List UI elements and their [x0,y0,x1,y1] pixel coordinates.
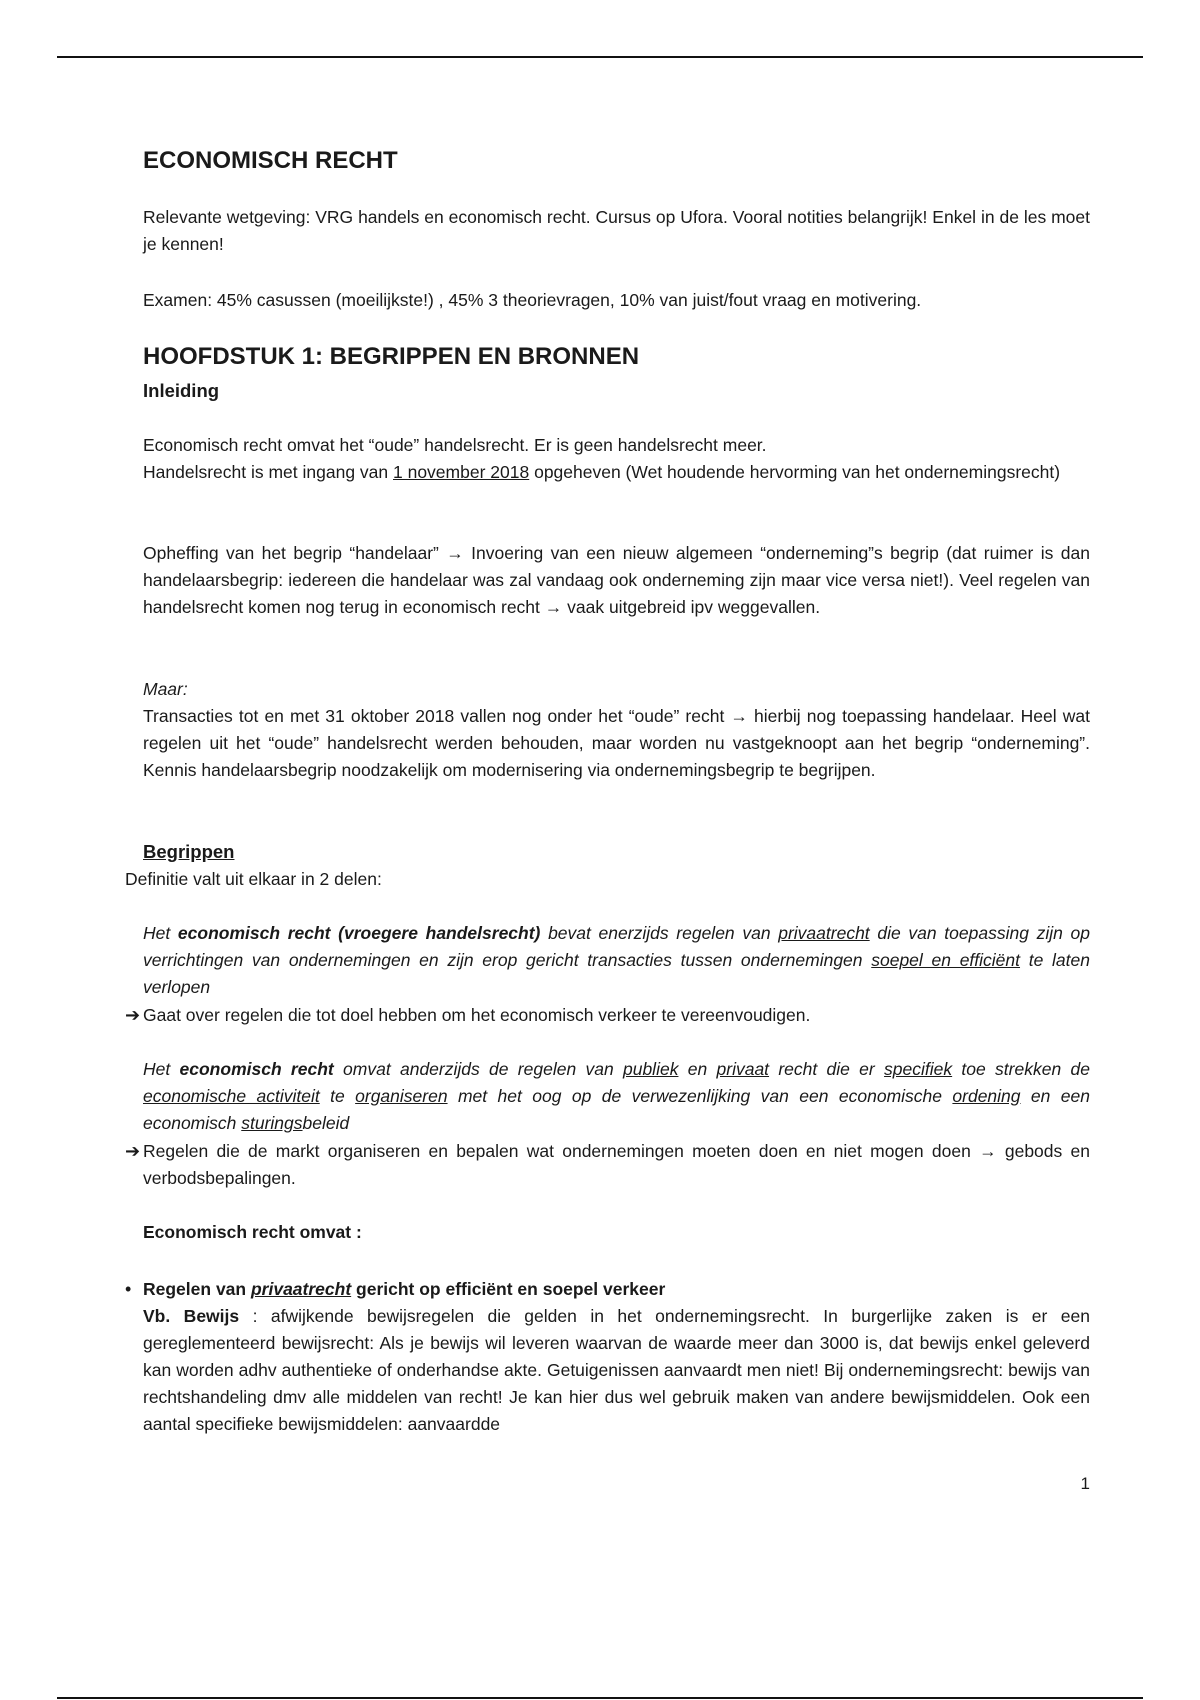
arrow-text-1: Gaat over regelen die tot doel hebben om het economisch verkeer te vereenvoudigen. [143,1005,811,1025]
inleiding-line-1: Economisch recht omvat het “oude” handelsrecht. Er is geen handelsrecht meer. [143,435,767,455]
bullet-item-1 [125,1276,1090,1438]
exam-paragraph: Examen: 45% casussen (moeilijkste!) , 45% 3 theorievragen, 10% van juist/fout vraag en motivering. [143,290,922,310]
bullet-content-1 [143,1276,1090,1438]
page-number: 1 [1080,1474,1090,1493]
definitie-line: Definitie valt uit elkaar in 2 delen: [125,869,382,889]
intro-paragraph: Relevante wetgeving: VRG handels en economisch recht. Cursus op Ufora. Vooral notities belangrijk! Enkel in de les moet je kennen! [143,207,1090,254]
transacties-paragraph: Transacties tot en met 31 oktober 2018 vallen nog onder het “oude” recht → hierbij nog toepassing handelaar. Heel wat regelen uit het “oude” handelsrecht werden behouden, maar worden nu vastgeknoopt aan het begrip “onderneming”. Kennis handelaarsbegrip noodzakelijk om modernisering via ondernemingsbegrip te begrijpen. [143,706,1090,780]
arrow-icon: ➔ [125,1141,141,1161]
definition-1: Het economisch recht (vroegere handelsrecht) bevat enerzijds regelen van privaatrecht die van toepassing zijn op verrichtingen van ondernemingen en zijn erop gericht transacties tussen ondernemingen soepel en efficiënt te laten verlopen [143,923,1091,997]
chapter-title: HOOFDSTUK 1: BEGRIPPEN EN BRONNEN [143,343,640,370]
date-underlined: 1 november 2018 [393,462,530,482]
maar-label: Maar: [143,679,188,699]
section-heading-begrippen: Begrippen [143,841,235,862]
arrow-text-2: Regelen die de markt organiseren en bepalen wat ondernemingen moeten doen en niet mogen doen → gebods en verbodsbepalingen. [143,1141,1090,1188]
section-heading-inleiding: Inleiding [143,380,220,401]
inleiding-paragraph-2: Handelsrecht is met ingang van 1 november 2018 opgeheven (Wet houdende hervorming van het ondernemingsrecht) [143,462,1061,482]
definition-2: Het economisch recht omvat anderzijds de regelen van publiek en privaat recht die er specifiek toe strekken de economische activiteit te organiseren met het oog op de verwezenlijking van een economische ordening en een economisch sturingsbeleid [143,1059,1090,1133]
opheffing-paragraph: Opheffing van het begrip “handelaar” → Invoering van een nieuw algemeen “onderneming”s begrip (dat ruimer is dan handelaarsbegrip: iedereen die handelaar was zal vandaag ook onderneming zijn maar vice versa niet!). Veel regelen van handelsrecht komen nog terug in economisch recht → vaak uitgebreid ipv weggevallen. [143,543,1090,617]
bottom-rule [57,1697,1143,1699]
bullet-icon: • [125,1279,132,1299]
arrow-item-1 [125,1002,1090,1029]
bullet-title-1: Regelen van privaatrecht gericht op efficiënt en soepel verkeer [143,1279,666,1299]
arrow-icon: ➔ [125,1005,141,1025]
document-title: ECONOMISCH RECHT [143,147,398,174]
top-rule [57,56,1143,58]
arrow-item-2 [125,1138,1090,1192]
bullet-example-1: Vb. Bewijs : afwijkende bewijsregelen die gelden in het ondernemingsrecht. In burgerlijke zaken is er een gereglementeerd bewijsrecht: Als je bewijs wil leveren waarvan de waarde meer dan 3000 is, dat bewijs enkel geleverd kan worden adhv authentieke of onderhandse akte. Getuigenissen aanvaardt men niet! Bij ondernemingsrecht: bewijs van rechtshandeling dmv alle middelen van recht! Je kan hier dus wel gebruik maken van andere bewijsmiddelen. Ook een aantal specifieke bewijsmiddelen: aanvaardde [143,1306,1090,1434]
omvat-heading: Economisch recht omvat : [143,1222,362,1242]
